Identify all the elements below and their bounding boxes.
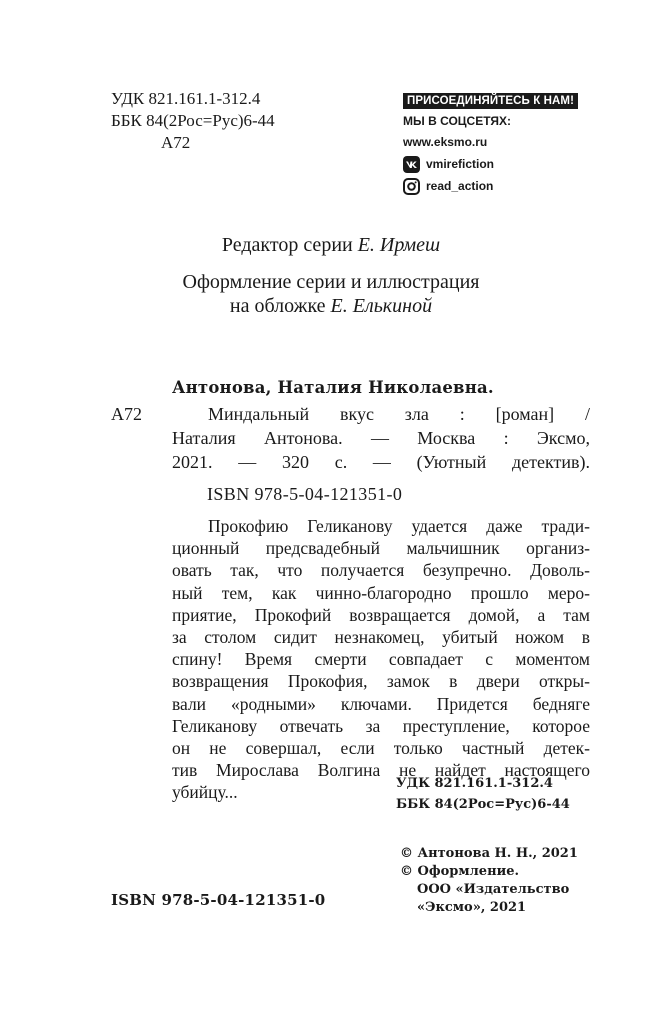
bottom-bbk-code: ББК 84(2Рос=Рус)6-44	[396, 797, 570, 812]
udk-code: УДК 821.161.1-312.4	[111, 89, 261, 108]
vk-icon	[403, 156, 420, 173]
bottom-classification-codes	[396, 773, 570, 815]
bottom-isbn: ISBN 978-5-04-121351-0	[111, 891, 326, 909]
annotation-line: возвращения Прокофия, замок в двери откры-	[172, 671, 590, 692]
instagram-handle: read_action	[426, 179, 494, 193]
biblio-line: 2021. — 320 с. — (Уютный детектив).	[172, 452, 590, 472]
copyright-design: © Оформление.	[400, 864, 520, 879]
vk-link[interactable]	[403, 155, 578, 173]
bottom-udk-code: УДК 821.161.1-312.4	[396, 776, 553, 791]
catalog-isbn: ISBN 978-5-04-121351-0	[207, 484, 403, 504]
annotation-line: вали «родными» ключами. Придется бедняге	[172, 693, 590, 714]
series-editor-name: Е. Ирмеш	[357, 234, 441, 256]
website-link[interactable]: www.eksmo.ru	[403, 135, 488, 149]
vk-handle: vmirefiction	[426, 157, 495, 171]
join-us-banner: ПРИСОЕДИНЯЙТЕСЬ К НАМ!	[403, 93, 578, 109]
annotation-line: он не совершал, если только частный детек-	[172, 738, 590, 759]
annotation-paragraph	[172, 515, 590, 804]
author-heading: Антонова, Наталия Николаевна.	[172, 378, 494, 397]
biblio-line: Наталия Антонова. — Москва : Эксмо,	[172, 428, 590, 448]
series-editor-line	[0, 233, 662, 257]
copyright-block	[400, 845, 578, 917]
social-heading: МЫ В СОЦСЕТЯХ:	[403, 114, 512, 128]
annotation-line: ционный предсвадебный мальчишник организ-	[172, 538, 590, 559]
annotation-line: тив Мирослава Волгина не найдет настоящего	[172, 760, 590, 781]
instagram-link[interactable]	[403, 177, 578, 195]
annotation-line: овать так, что получается безупречно. Доволь-	[172, 560, 590, 581]
social-block	[403, 93, 578, 195]
series-editor-label: Редактор серии	[221, 234, 353, 256]
author-mark: А72	[161, 133, 191, 152]
design-credit-label: на обложке	[229, 295, 326, 317]
design-credit-line-1: Оформление серии и иллюстрация	[182, 271, 480, 293]
catalog-code: А72	[111, 404, 142, 424]
copyright-author: © Антонова Н. Н., 2021	[400, 846, 578, 861]
biblio-line: Миндальный вкус зла : [роман] /	[208, 404, 590, 424]
instagram-icon	[403, 178, 420, 195]
annotation-line: убийцу...	[172, 782, 238, 803]
copyright-publisher: ООО «Издательство	[417, 882, 570, 897]
top-classification-codes	[111, 88, 275, 154]
annotation-line: за столом сидит незнакомец, убитый ножом в	[172, 627, 590, 648]
annotation-line: Прокофию Геликанову удается даже тради-	[208, 516, 590, 536]
bbk-code: ББК 84(2Рос=Рус)6-44	[111, 111, 275, 130]
annotation-line: Геликанову отвечать за преступление, которое	[172, 715, 590, 736]
design-credit-line-2	[0, 294, 662, 318]
annotation-line: ный тем, как чинно-благородно прошло меро-	[172, 582, 590, 603]
copyright-publisher-year: «Эксмо», 2021	[417, 900, 527, 915]
bibliographic-record	[172, 402, 590, 474]
annotation-line: приятие, Прокофий возвращается домой, а там	[172, 604, 590, 625]
design-credit-name: Е. Елькиной	[330, 295, 433, 317]
annotation-line: спину! Время смерти совпадает с моментом	[172, 649, 590, 670]
